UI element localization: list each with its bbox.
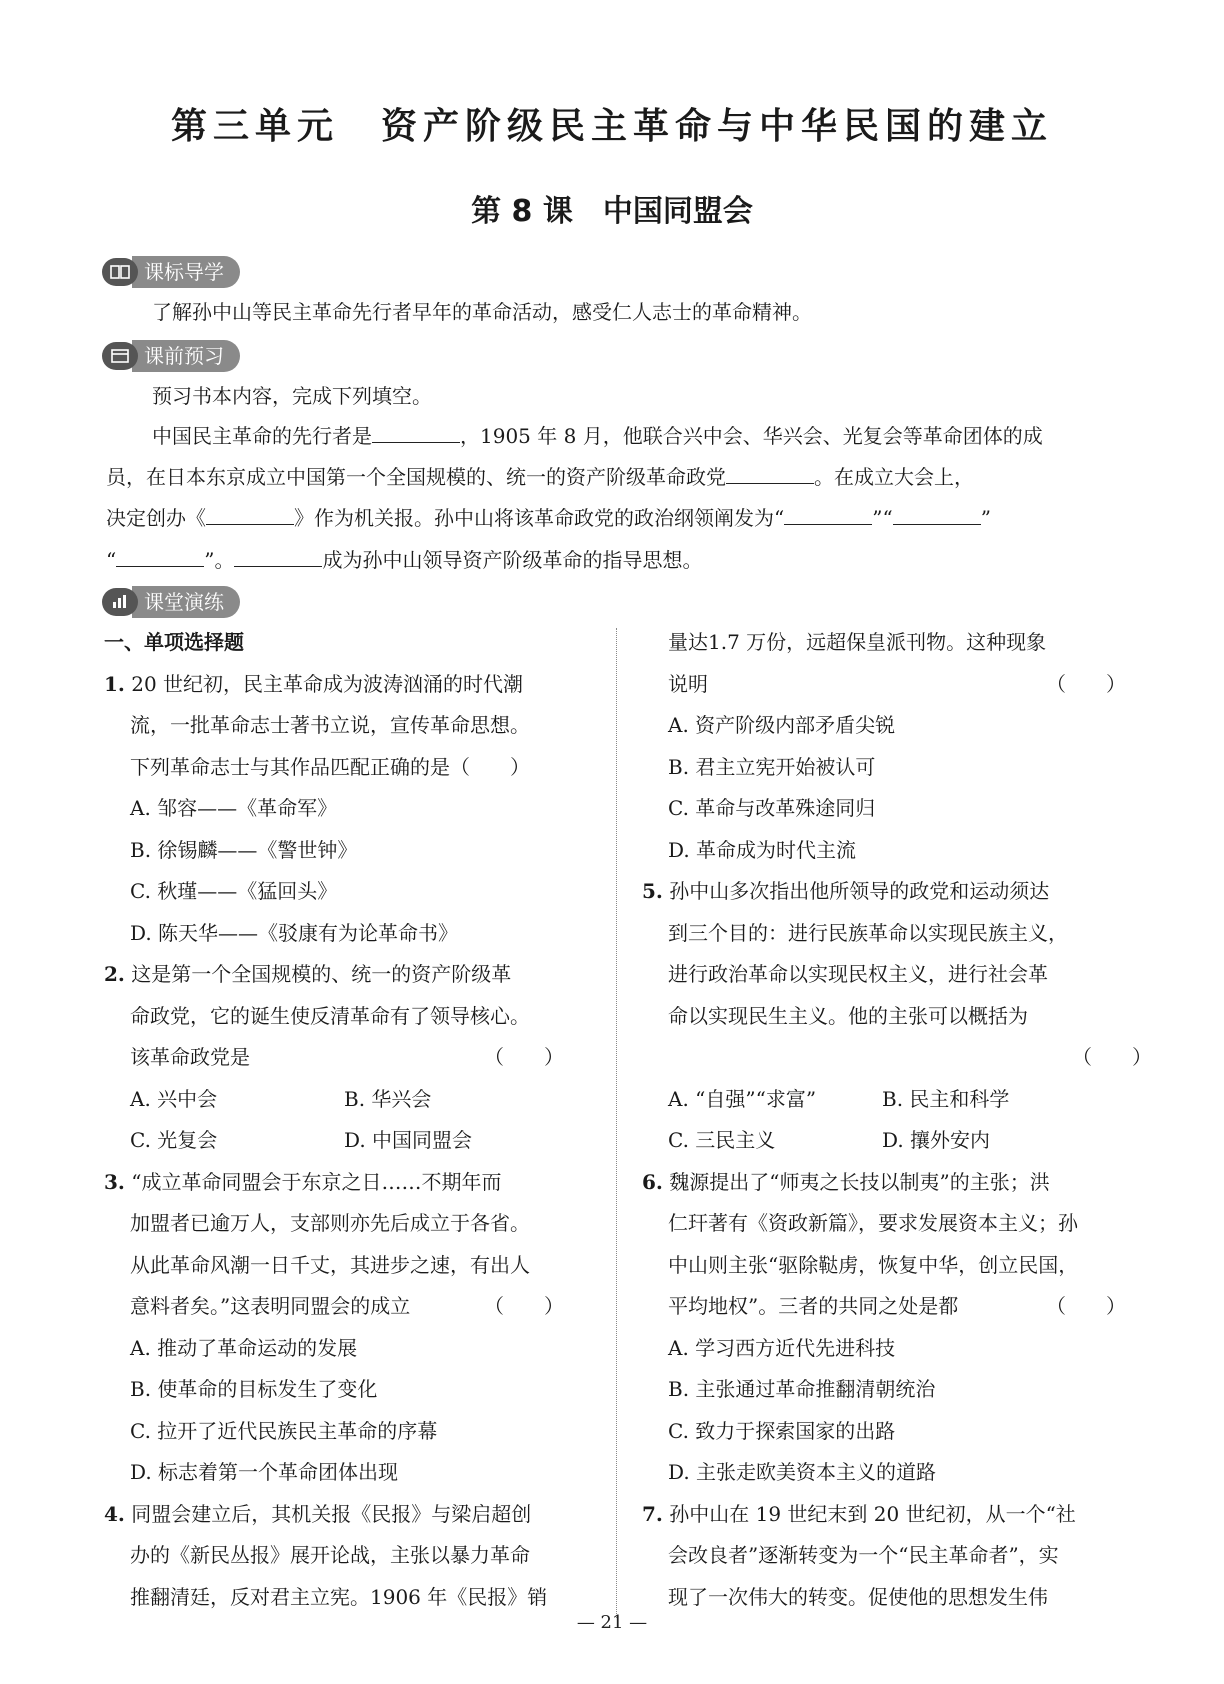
question-line — [104, 1286, 604, 1328]
fill-blank[interactable] — [116, 544, 204, 567]
question-text: “成立革命同盟会于东京之日……不期年而 — [131, 1169, 502, 1194]
option-b[interactable]: B. 民主和科学 — [882, 1086, 1010, 1111]
answer-paren[interactable]: （ ） — [484, 1294, 564, 1318]
question-text: 到三个目的：进行民族革命以实现民族主义， — [668, 920, 1068, 945]
fill-blank[interactable] — [372, 420, 460, 443]
fill-blank[interactable] — [893, 502, 981, 525]
preview-intro: 预习书本内容，完成下列填空。 — [152, 384, 432, 408]
option-a[interactable]: A. 兴中会 — [130, 1086, 218, 1111]
preview-text: ，1905 年 8 月，他联合兴中会、华兴会、光复会等革命团体的成 — [460, 424, 1043, 448]
option-c[interactable]: C. 革命与改革殊途同归 — [668, 796, 876, 820]
option-d[interactable]: D. 标志着第一个革命团体出现 — [130, 1460, 399, 1484]
option-row — [642, 1120, 1132, 1162]
preview-badge — [102, 340, 240, 372]
question-text: 从此革命风潮一日千丈，其进步之速，有出人 — [130, 1252, 530, 1277]
answer-paren[interactable]: （ ） — [1072, 1045, 1152, 1069]
option-a[interactable]: A. “自强”“求富” — [668, 1086, 817, 1111]
preview-text: ”。 — [204, 548, 235, 572]
option-row — [104, 1079, 604, 1121]
column-divider — [616, 628, 617, 1618]
answer-paren[interactable]: （ ） — [450, 754, 530, 779]
chart-icon — [102, 588, 138, 616]
question-text: 中山则主张“驱除鞑虏，恢复中华，创立民国， — [668, 1252, 1079, 1277]
option-b[interactable]: B. 华兴会 — [344, 1086, 432, 1111]
question-3 — [104, 1162, 604, 1204]
question-line — [642, 1286, 1132, 1328]
question-6 — [642, 1162, 1132, 1204]
question-text: 推翻清廷，反对君主立宪。1906 年《民报》销 — [130, 1584, 548, 1609]
fill-blank[interactable] — [784, 502, 872, 525]
option-c[interactable]: C. 三民主义 — [668, 1128, 776, 1152]
option-d[interactable]: D. 革命成为时代主流 — [668, 837, 857, 862]
preview-line-1 — [152, 416, 1043, 456]
question-number: 3. — [104, 1169, 125, 1194]
option-d[interactable]: D. 主张走欧美资本主义的道路 — [668, 1460, 937, 1484]
book-icon — [102, 258, 138, 286]
question-line — [642, 664, 1132, 706]
calendar-icon — [102, 342, 138, 370]
question-text: 魏源提出了“师夷之长技以制夷”的主张；洪 — [669, 1169, 1050, 1194]
fill-blank[interactable] — [206, 502, 294, 525]
question-line — [642, 1037, 1152, 1079]
question-number: 5. — [642, 879, 663, 903]
preview-line-3 — [106, 498, 991, 538]
question-4 — [104, 1494, 604, 1536]
right-column — [642, 622, 1152, 1618]
question-text: 同盟会建立后，其机关报《民报》与梁启超创 — [131, 1501, 532, 1526]
preview-text: 中国民主革命的先行者是 — [152, 424, 372, 448]
question-text: 进行政治革命以实现民权主义，进行社会革 — [668, 962, 1048, 986]
option-row — [642, 1079, 1132, 1121]
page-number: — 21 — — [576, 1612, 648, 1633]
preview-text: ” — [980, 506, 991, 530]
question-text: 说明 — [668, 671, 708, 696]
preview-text: “ — [106, 548, 117, 572]
option-row — [104, 1120, 604, 1162]
question-number: 6. — [642, 1169, 663, 1194]
question-text: 办的《新民丛报》展开论战，主张以暴力革命 — [130, 1543, 530, 1567]
option-a[interactable]: A. 学习西方近代先进科技 — [668, 1335, 896, 1360]
preview-text: 决定创办《 — [106, 506, 206, 530]
lesson-title: 第 8 课 中国同盟会 — [471, 194, 753, 229]
question-text: 孙中山多次指出他所领导的政党和运动须达 — [669, 879, 1050, 903]
preview-line-2 — [106, 457, 974, 497]
standard-badge-label: 课标导学 — [132, 256, 240, 288]
option-b[interactable]: B. 徐锡麟——《警世钟》 — [130, 837, 358, 862]
question-text: 平均地权”。三者的共同之处是都 — [668, 1294, 959, 1318]
question-text: 加盟者已逾万人，支部则亦先后成立于各省。 — [130, 1211, 530, 1235]
answer-paren[interactable]: （ ） — [1046, 671, 1126, 696]
preview-text: 员，在日本东京成立中国第一个全国规模的、统一的资产阶级革命政党 — [106, 465, 726, 489]
section-heading: 一、单项选择题 — [104, 630, 244, 654]
preview-text: ”“ — [872, 506, 893, 530]
preview-text: 。在成立大会上， — [814, 465, 974, 489]
question-number: 1. — [104, 671, 125, 696]
option-c[interactable]: C. 致力于探索国家的出路 — [668, 1418, 896, 1443]
question-text: 现了一次伟大的转变。促使他的思想发生伟 — [668, 1584, 1048, 1609]
option-c[interactable]: C. 光复会 — [130, 1128, 218, 1152]
preview-text: 成为孙中山领导资产阶级革命的指导思想。 — [322, 548, 703, 572]
question-text: 20 世纪初，民主革命成为波涛汹涌的时代潮 — [131, 671, 524, 696]
question-text: 下列革命志士与其作品匹配正确的是 — [130, 754, 450, 779]
option-d[interactable]: D. 陈天华——《驳康有为论革命书》 — [130, 920, 459, 945]
left-column — [104, 622, 604, 1618]
unit-title: 第三单元 资产阶级民主革命与中华民国的建立 — [170, 106, 1053, 147]
question-number: 2. — [104, 962, 125, 986]
question-text: 这是第一个全国规模的、统一的资产阶级革 — [131, 962, 512, 986]
preview-line-4 — [106, 540, 702, 580]
option-b[interactable]: B. 君主立宪开始被认可 — [668, 754, 876, 779]
practice-badge-label: 课堂演练 — [132, 586, 240, 618]
option-d[interactable]: D. 中国同盟会 — [344, 1128, 473, 1152]
question-number: 7. — [642, 1501, 663, 1526]
question-1 — [104, 664, 604, 706]
option-a[interactable]: A. 邹容——《革命军》 — [130, 796, 338, 820]
preview-badge-label: 课前预习 — [132, 340, 240, 372]
question-line — [104, 1037, 604, 1079]
answer-paren[interactable]: （ ） — [484, 1045, 564, 1069]
option-a[interactable]: A. 推动了革命运动的发展 — [130, 1335, 358, 1360]
standard-text: 了解孙中山等民主革命先行者早年的革命活动，感受仁人志士的革命精神。 — [152, 300, 812, 324]
option-d[interactable]: D. 攘外安内 — [882, 1128, 991, 1152]
question-text: 会改良者”逐渐转变为一个“民主革命者”，实 — [668, 1543, 1059, 1567]
question-text: 意料者矣。”这表明同盟会的成立 — [130, 1294, 411, 1318]
question-text: 命政党，它的诞生使反清革命有了领导核心。 — [130, 1003, 530, 1028]
option-a[interactable]: A. 资产阶级内部矛盾尖锐 — [668, 713, 896, 737]
question-5 — [642, 871, 1132, 913]
question-7 — [642, 1494, 1132, 1536]
question-text: 量达1.7 万份，远超保皇派刊物。这种现象 — [668, 630, 1047, 654]
option-c[interactable]: C. 拉开了近代民族民主革命的序幕 — [130, 1418, 438, 1443]
question-number: 4. — [104, 1501, 125, 1526]
fill-blank[interactable] — [726, 461, 814, 484]
question-text: 命以实现民生主义。他的主张可以概括为 — [668, 1003, 1028, 1028]
standard-badge — [102, 256, 240, 288]
question-text: 孙中山在 19 世纪末到 20 世纪初，从一个“社 — [669, 1501, 1076, 1526]
question-text: 流，一批革命志士著书立说，宣传革命思想。 — [130, 713, 530, 737]
question-line — [104, 747, 604, 789]
question-text: 该革命政党是 — [130, 1045, 250, 1069]
preview-text: 》作为机关报。孙中山将该革命政党的政治纲领阐发为“ — [294, 506, 785, 530]
practice-badge — [102, 586, 240, 618]
option-c[interactable]: C. 秋瑾——《猛回头》 — [130, 879, 338, 903]
answer-paren[interactable]: （ ） — [1046, 1294, 1126, 1318]
question-2 — [104, 954, 604, 996]
option-b[interactable]: B. 主张通过革命推翻清朝统治 — [668, 1377, 936, 1401]
fill-blank[interactable] — [234, 544, 322, 567]
option-b[interactable]: B. 使革命的目标发生了变化 — [130, 1377, 378, 1401]
question-text: 仁玕著有《资政新篇》，要求发展资本主义；孙 — [668, 1211, 1078, 1235]
